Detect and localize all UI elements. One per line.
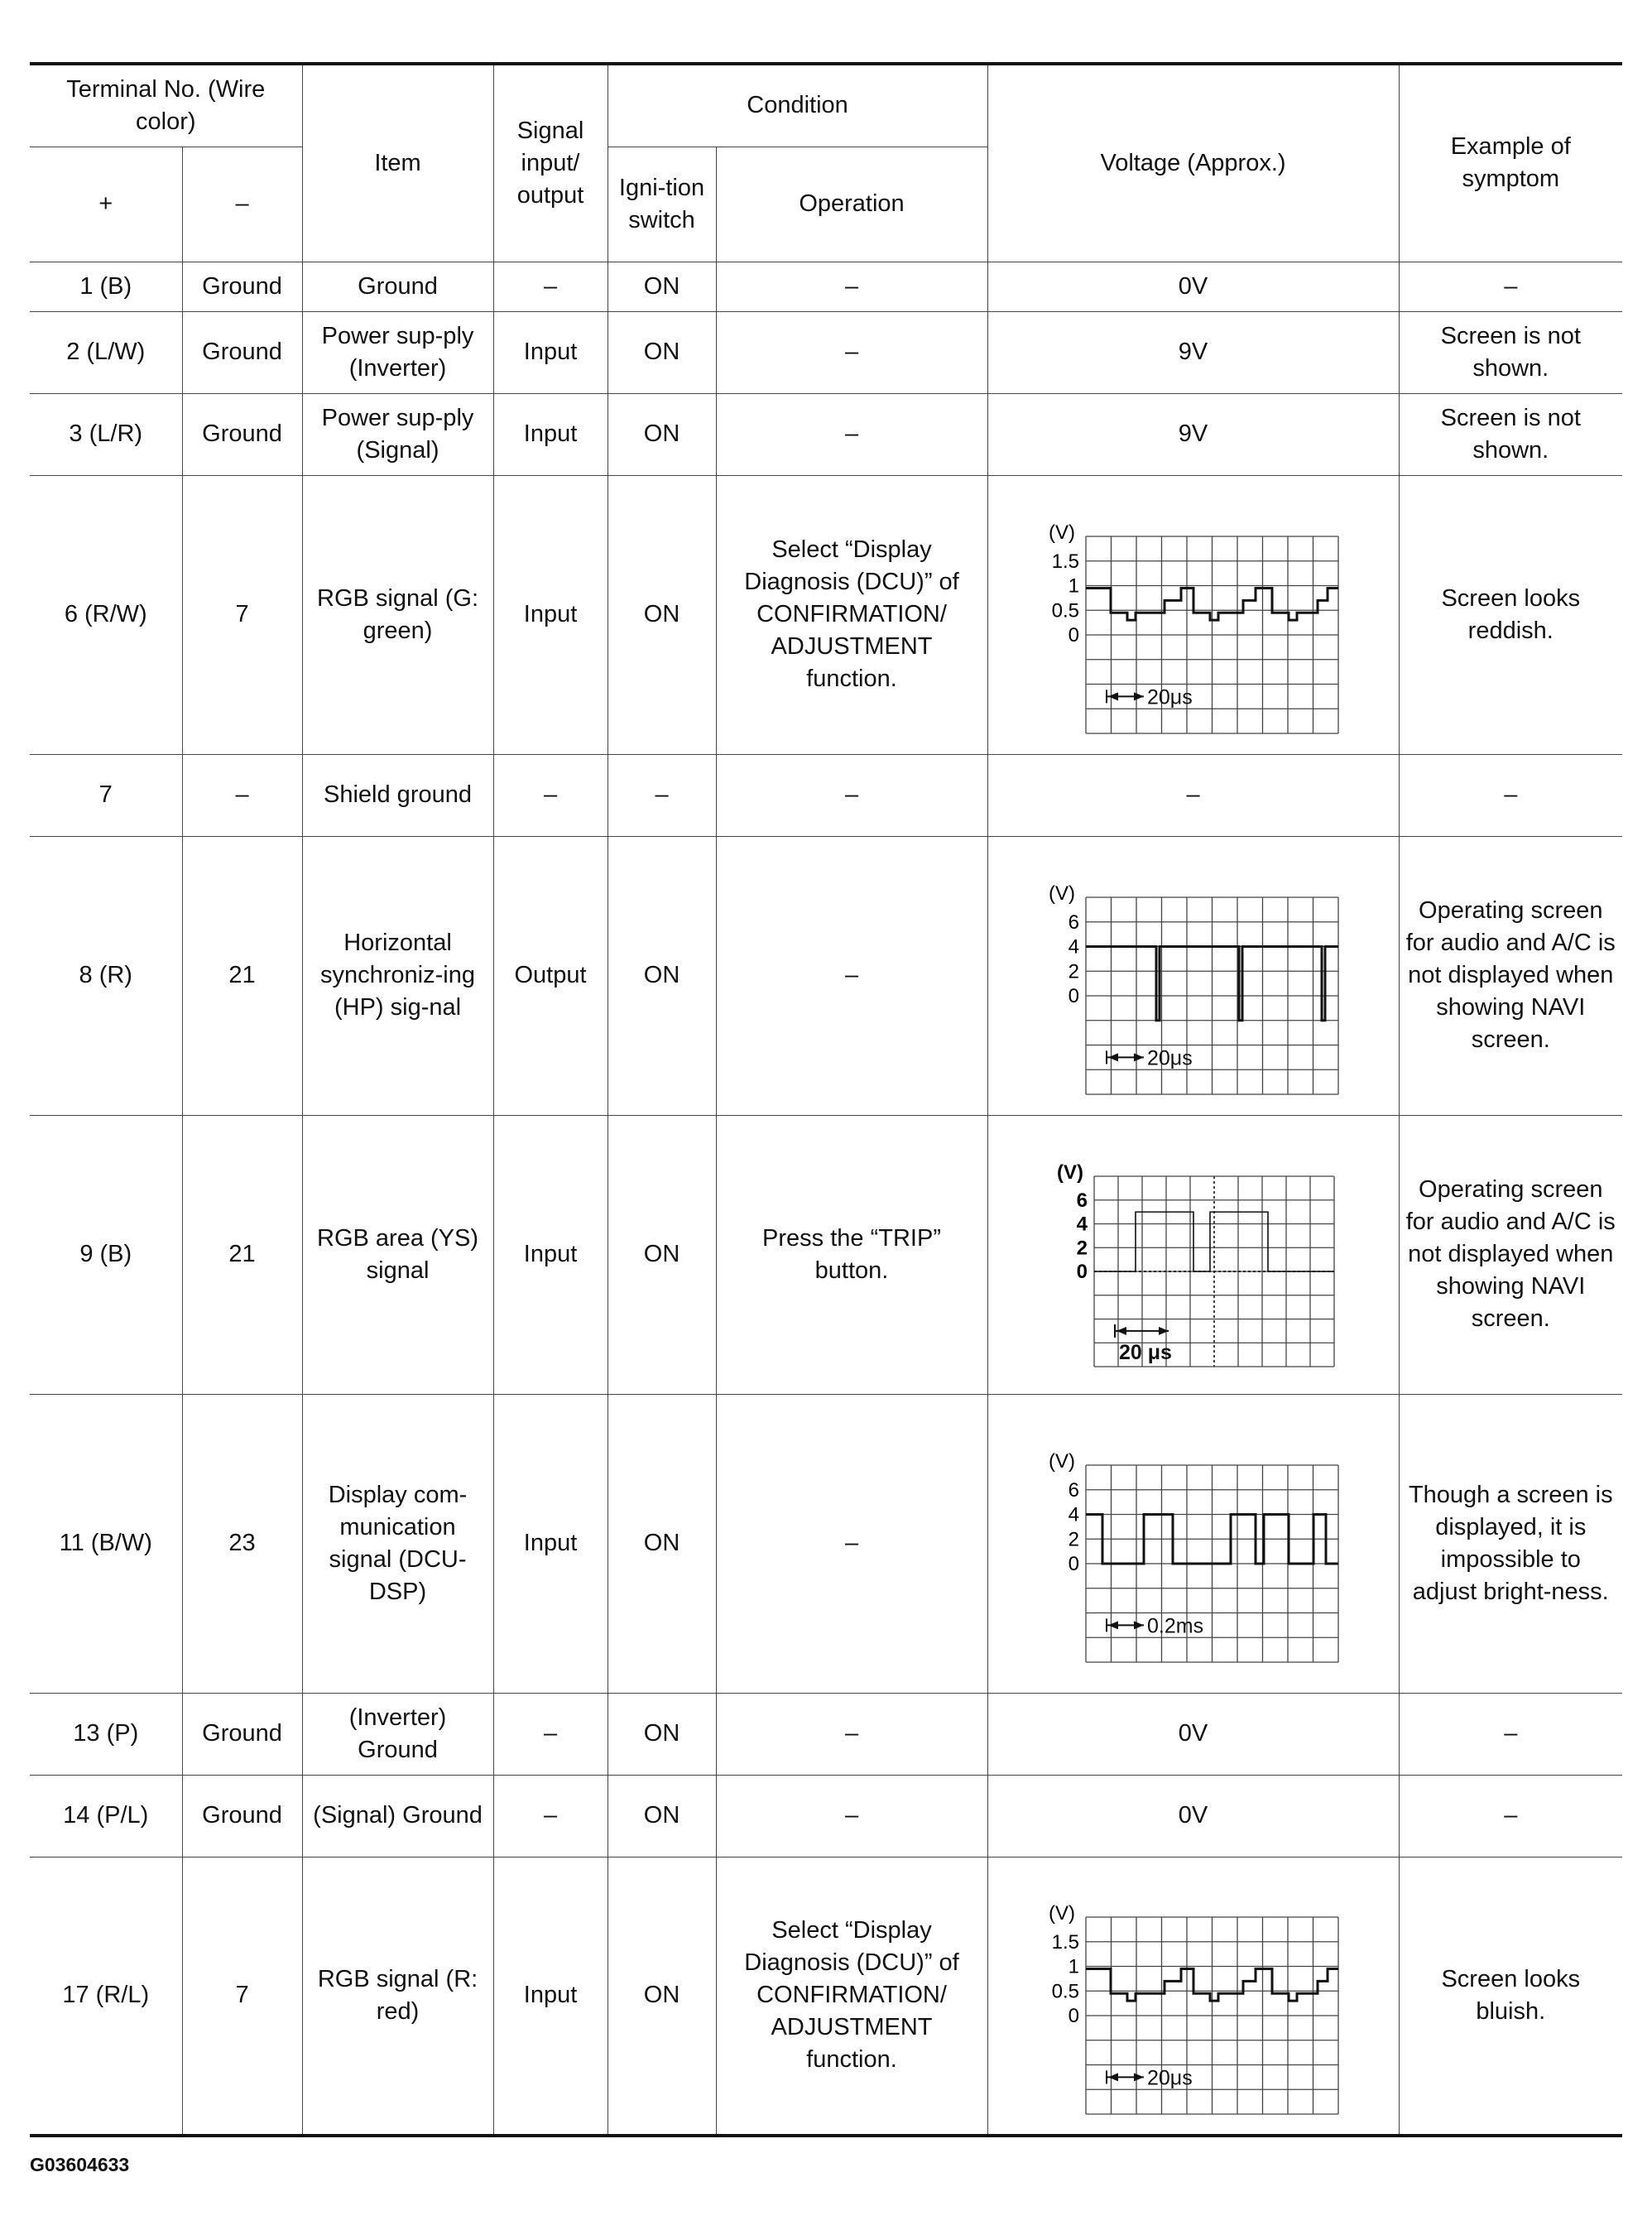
- timebase-label: 20μs: [1146, 1045, 1193, 1069]
- header-ignition-switch: Igni-tion switch: [607, 147, 716, 262]
- terminal-minus: Ground: [182, 1775, 302, 1857]
- symptom-cell: –: [1399, 262, 1622, 311]
- terminal-minus: Ground: [182, 311, 302, 393]
- terminal-plus: 9 (B): [30, 1115, 182, 1394]
- operation-cell: –: [716, 393, 987, 475]
- voltage-waveform-cell: [987, 1857, 1399, 2136]
- waveform-graph: [1003, 495, 1384, 735]
- terminal-minus: 23: [182, 1394, 302, 1693]
- terminal-plus: 1 (B): [30, 262, 182, 311]
- item-cell: Ground: [302, 262, 493, 311]
- ignition-cell: ON: [607, 262, 716, 311]
- axis-unit-label: (V): [1048, 521, 1075, 544]
- terminal-plus: 14 (P/L): [30, 1775, 182, 1857]
- voltage-cell: 9V: [987, 393, 1399, 475]
- timebase-label: 20 μs: [1118, 1340, 1172, 1364]
- operation-cell: –: [716, 262, 987, 311]
- axis-tick-label: 0: [1068, 1552, 1079, 1575]
- axis-tick-label: 1: [1068, 574, 1079, 597]
- terminal-plus: 8 (R): [30, 836, 182, 1115]
- timebase-marker: [1107, 2070, 1144, 2083]
- operation-cell: –: [716, 1394, 987, 1693]
- axis-tick-label: 2: [1076, 1236, 1088, 1259]
- symptom-cell: Screen looks reddish.: [1399, 475, 1622, 754]
- symptom-cell: Operating screen for audio and A/C is not displayed when showing NAVI screen.: [1399, 836, 1622, 1115]
- ignition-cell: ON: [607, 393, 716, 475]
- header-item: Item: [302, 64, 493, 262]
- header-symptom: Example of symptom: [1399, 64, 1622, 262]
- axis-tick-label: 2: [1068, 1527, 1079, 1550]
- axis-tick-label: 0: [1068, 984, 1079, 1007]
- axis-tick-label: 6: [1068, 1478, 1079, 1502]
- terminal-plus: 6 (R/W): [30, 475, 182, 754]
- axis-tick-label: 0: [1068, 2004, 1079, 2027]
- terminal-minus: Ground: [182, 1693, 302, 1775]
- operation-cell: –: [716, 1693, 987, 1775]
- axis-tick-label: 0: [1076, 1260, 1088, 1283]
- signal-io-cell: Input: [493, 311, 607, 393]
- signal-io-cell: Input: [493, 475, 607, 754]
- ignition-cell: ON: [607, 1775, 716, 1857]
- ignition-cell: ON: [607, 836, 716, 1115]
- voltage-cell: –: [987, 754, 1399, 836]
- voltage-cell: 0V: [987, 1775, 1399, 1857]
- terminal-plus: 11 (B/W): [30, 1394, 182, 1693]
- table-row: [30, 1394, 1622, 1693]
- timebase-marker: [1107, 1050, 1144, 1064]
- terminal-plus: 17 (R/L): [30, 1857, 182, 2136]
- header-minus: –: [182, 147, 302, 262]
- terminal-plus: 2 (L/W): [30, 311, 182, 393]
- operation-cell: –: [716, 836, 987, 1115]
- header-signal-io: Signal input/ output: [493, 64, 607, 262]
- axis-tick-label: 1.5: [1051, 550, 1079, 573]
- signal-io-cell: –: [493, 1693, 607, 1775]
- figure-code: G03604633: [30, 2154, 130, 2175]
- axis-tick-label: 0: [1068, 623, 1079, 646]
- header-voltage: Voltage (Approx.): [987, 64, 1399, 262]
- axis-unit-label: (V): [1056, 1161, 1083, 1184]
- signal-io-cell: Input: [493, 1394, 607, 1693]
- symptom-cell: –: [1399, 754, 1622, 836]
- axis-tick-label: 0.5: [1051, 1980, 1079, 2002]
- table-row: [30, 262, 1622, 311]
- axis-tick-label: 1: [1068, 1955, 1079, 1978]
- header-plus: +: [30, 147, 182, 262]
- item-cell: Shield ground: [302, 754, 493, 836]
- symptom-cell: –: [1399, 1693, 1622, 1775]
- signal-io-cell: Input: [493, 1115, 607, 1394]
- ignition-cell: ON: [607, 475, 716, 754]
- terminal-minus: 21: [182, 836, 302, 1115]
- signal-io-cell: –: [493, 1775, 607, 1857]
- item-cell: RGB area (YS) signal: [302, 1115, 493, 1394]
- symptom-cell: Screen is not shown.: [1399, 311, 1622, 393]
- terminal-minus: –: [182, 754, 302, 836]
- symptom-cell: Screen looks bluish.: [1399, 1857, 1622, 2136]
- timebase-marker: [1107, 690, 1144, 703]
- item-cell: (Inverter) Ground: [302, 1693, 493, 1775]
- terminal-minus: Ground: [182, 262, 302, 311]
- symptom-cell: Though a screen is displayed, it is impossible to adjust bright-ness.: [1399, 1394, 1622, 1693]
- axis-tick-label: 6: [1076, 1189, 1088, 1212]
- operation-cell: Press the “TRIP” button.: [716, 1115, 987, 1394]
- voltage-waveform-cell: [987, 475, 1399, 754]
- waveform-graph: [1003, 1135, 1384, 1375]
- terminal-minus: 7: [182, 475, 302, 754]
- operation-cell: –: [716, 754, 987, 836]
- table-row: [30, 1693, 1622, 1775]
- axis-unit-label: (V): [1048, 1449, 1075, 1473]
- table-row: [30, 311, 1622, 393]
- symptom-cell: Operating screen for audio and A/C is not displayed when showing NAVI screen.: [1399, 1115, 1622, 1394]
- item-cell: (Signal) Ground: [302, 1775, 493, 1857]
- terminal-minus: 7: [182, 1857, 302, 2136]
- item-cell: Power sup-ply (Signal): [302, 393, 493, 475]
- ignition-cell: ON: [607, 311, 716, 393]
- item-cell: RGB signal (G: green): [302, 475, 493, 754]
- axis-tick-label: 0.5: [1051, 598, 1079, 622]
- axis-tick-label: 4: [1076, 1213, 1088, 1235]
- table-row: [30, 1115, 1622, 1394]
- axis-tick-label: 1.5: [1051, 1930, 1079, 1954]
- axis-unit-label: (V): [1048, 882, 1075, 905]
- table-row: [30, 754, 1622, 836]
- ignition-cell: ON: [607, 1115, 716, 1394]
- axis-tick-label: 4: [1068, 1503, 1079, 1526]
- ignition-cell: ON: [607, 1693, 716, 1775]
- header-terminal-no: Terminal No. (Wire color): [30, 64, 302, 147]
- axis-unit-label: (V): [1048, 1901, 1075, 1925]
- waveform-graph: [1003, 1424, 1384, 1664]
- table-row: [30, 1775, 1622, 1857]
- table-row: [30, 393, 1622, 475]
- axis-tick-label: 4: [1068, 935, 1079, 958]
- signal-io-cell: –: [493, 754, 607, 836]
- voltage-cell: 0V: [987, 262, 1399, 311]
- timebase-marker: [1107, 1618, 1144, 1632]
- terminal-minus: Ground: [182, 393, 302, 475]
- table-row: [30, 1857, 1622, 2136]
- waveform-graph: [1003, 1876, 1384, 2116]
- item-cell: RGB signal (R: red): [302, 1857, 493, 2136]
- voltage-waveform-cell: [987, 1394, 1399, 1693]
- table-row: [30, 836, 1622, 1115]
- signal-io-cell: –: [493, 262, 607, 311]
- header-condition: Condition: [607, 64, 987, 147]
- operation-cell: Select “Display Diagnosis (DCU)” of CONFIRMATION/ ADJUSTMENT function.: [716, 475, 987, 754]
- axis-tick-label: 2: [1068, 959, 1079, 983]
- terminal-table: [30, 62, 1622, 2137]
- timebase-label: 0.2ms: [1146, 1613, 1203, 1637]
- waveform-graph: [1003, 856, 1384, 1096]
- ignition-cell: ON: [607, 1857, 716, 2136]
- axis-tick-label: 6: [1068, 911, 1079, 934]
- item-cell: Display com-munication signal (DCU-DSP): [302, 1394, 493, 1693]
- terminal-minus: 21: [182, 1115, 302, 1394]
- ignition-cell: ON: [607, 1394, 716, 1693]
- symptom-cell: –: [1399, 1775, 1622, 1857]
- terminal-plus: 3 (L/R): [30, 393, 182, 475]
- operation-cell: Select “Display Diagnosis (DCU)” of CONFIRMATION/ ADJUSTMENT function.: [716, 1857, 987, 2136]
- signal-io-cell: Output: [493, 836, 607, 1115]
- table-row: [30, 475, 1622, 754]
- item-cell: Power sup-ply (Inverter): [302, 311, 493, 393]
- signal-io-cell: Input: [493, 1857, 607, 2136]
- voltage-waveform-cell: [987, 1115, 1399, 1394]
- header-operation: Operation: [716, 147, 987, 262]
- timebase-label: 20μs: [1146, 685, 1193, 709]
- terminal-plus: 7: [30, 754, 182, 836]
- timebase-label: 20μs: [1146, 2066, 1193, 2090]
- operation-cell: –: [716, 1775, 987, 1857]
- terminal-plus: 13 (P): [30, 1693, 182, 1775]
- item-cell: Horizontal synchroniz-ing (HP) sig-nal: [302, 836, 493, 1115]
- voltage-waveform-cell: [987, 836, 1399, 1115]
- signal-io-cell: Input: [493, 393, 607, 475]
- symptom-cell: Screen is not shown.: [1399, 393, 1622, 475]
- ignition-cell: –: [607, 754, 716, 836]
- operation-cell: –: [716, 311, 987, 393]
- voltage-cell: 0V: [987, 1693, 1399, 1775]
- voltage-cell: 9V: [987, 311, 1399, 393]
